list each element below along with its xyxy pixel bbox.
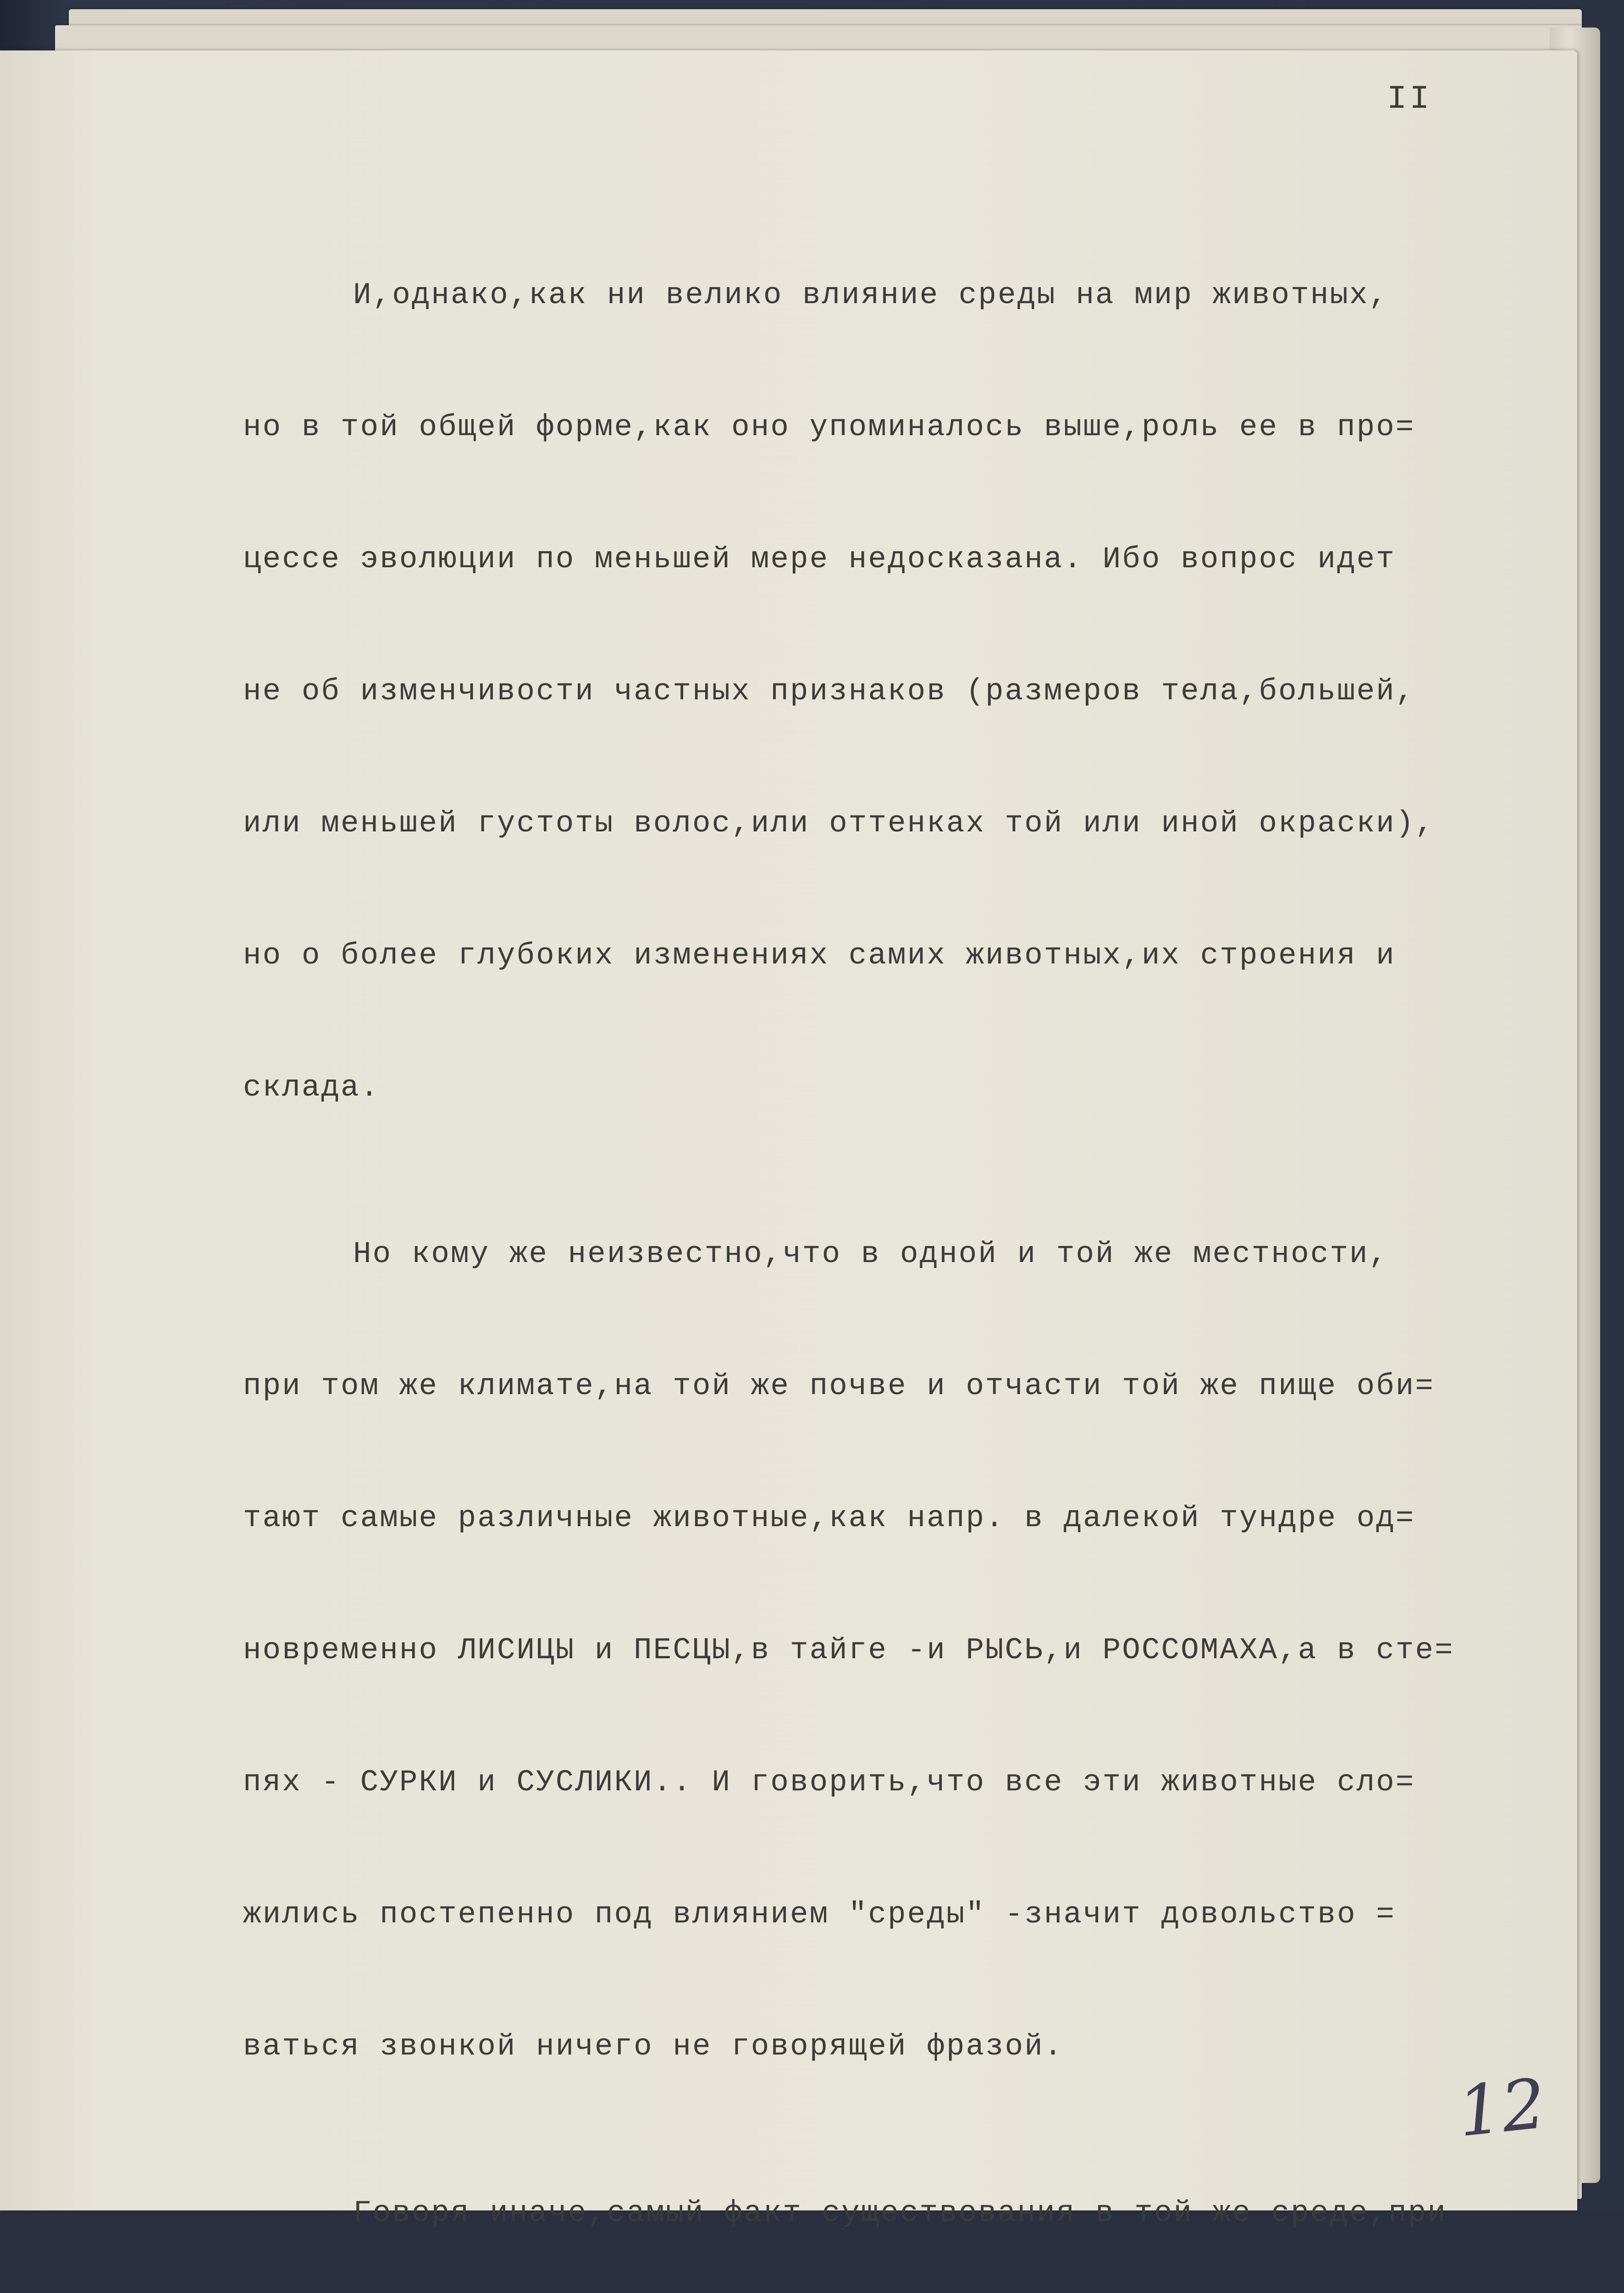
text-line: не об изменчивости частных признаков (размеров тела,большей,	[243, 674, 1415, 709]
text-line: И,однако,как ни велико влияние среды на мир животных,	[353, 278, 1389, 312]
text-line: новременно ЛИСИЦЫ и ПЕСЦЫ,в тайге -и РЫСЬ,и РОССОМАХА,а в сте=	[243, 1633, 1454, 1667]
text-line: или меньшей густоты волос,или оттенках той или иной окраски),	[243, 806, 1435, 841]
page-number: II	[1387, 80, 1432, 118]
text-line: тают самые различные животные,как напр. в далекой тундре од=	[243, 1501, 1415, 1535]
text-line: ваться звонкой ничего не говорящей фразой.	[243, 2029, 1064, 2064]
text-line: при том же климате,на той же почве и отчасти той же пище оби=	[243, 1369, 1435, 1403]
body-text	[243, 195, 1536, 2293]
text-line: пях - СУРКИ и СУСЛИКИ.. И говорить,что все эти животные сло=	[243, 1765, 1415, 1800]
text-line: Говоря иначе,самый факт существования в той же среде,при	[353, 2196, 1447, 2230]
text-line: склада.	[243, 1070, 380, 1105]
handwritten-folio-number: 12	[1454, 2064, 1550, 2153]
text-line: но о более глубоких изменениях самих животных,их строения и	[243, 938, 1396, 973]
text-line: жились постепенно под влиянием "среды" -значит довольство =	[243, 1897, 1396, 1932]
text-line: Но кому же неизвестно,что в одной и той же местности,	[353, 1237, 1389, 1271]
text-line: цессе эволюции по меньшей мере недосказана. Ибо вопрос идет	[243, 542, 1396, 576]
text-line: но в той общей форме,как оно упоминалось выше,роль ее в про=	[243, 410, 1415, 444]
